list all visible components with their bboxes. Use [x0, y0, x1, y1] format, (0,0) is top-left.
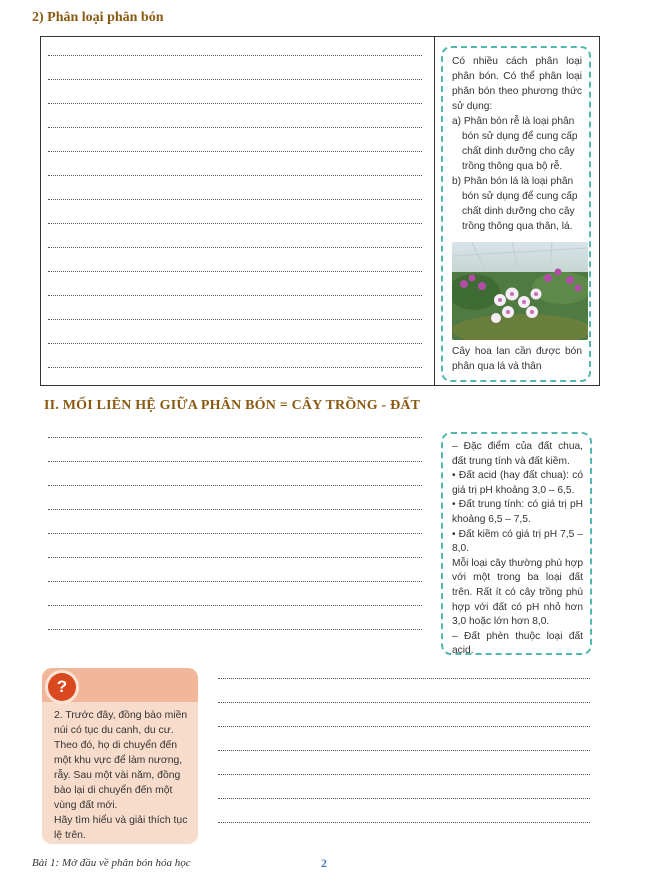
writing-line[interactable]	[48, 319, 422, 320]
answer-box-divider	[434, 36, 435, 386]
writing-line[interactable]	[218, 822, 590, 823]
page-number: 2	[321, 856, 327, 870]
writing-line[interactable]	[48, 461, 422, 462]
writing-line[interactable]	[48, 629, 422, 630]
photo-caption: Cây hoa lan cần được bón phân qua lá và thân	[452, 346, 582, 372]
note-alum-soil: – Đất phèn thuộc loại đất acid.	[452, 630, 583, 657]
section-heading-relationship: II. MỐI LIÊN HỆ GIỮA PHÂN BÓN = CÂY TRỒNG - ĐẤT	[44, 398, 421, 413]
question-ask: Hãy tìm hiểu và giải thích tục lệ trên.	[54, 815, 188, 841]
writing-line[interactable]	[48, 127, 422, 128]
orchid-photo	[452, 242, 588, 340]
writing-line[interactable]	[48, 343, 422, 344]
orchid-photo-illustration	[452, 242, 588, 340]
writing-line[interactable]	[48, 223, 422, 224]
writing-line[interactable]	[48, 485, 422, 486]
writing-line[interactable]	[218, 678, 590, 679]
note-item-a: a) Phân bón rễ là loại phân bón sử dụng để cung cấp chất dinh dưỡng cho cây trồng thông qua bộ rễ.	[452, 116, 578, 172]
writing-line[interactable]	[218, 798, 590, 799]
writing-line[interactable]	[218, 726, 590, 727]
writing-line[interactable]	[48, 437, 422, 438]
writing-line[interactable]	[48, 557, 422, 558]
note-intro: Có nhiều cách phân loại phân bón. Có thể phân loại phân bón theo phương thức sử dụng:	[452, 56, 582, 112]
question-mark-icon: ?	[48, 673, 76, 701]
writing-line[interactable]	[48, 103, 422, 104]
writing-line[interactable]	[48, 151, 422, 152]
note-item-b: b) Phân bón lá là loại phân bón sử dụng để cung cấp chất dinh dưỡng cho cây trồng thông qua thân, lá.	[452, 176, 578, 232]
writing-line[interactable]	[48, 79, 422, 80]
writing-line[interactable]	[218, 702, 590, 703]
writing-line[interactable]	[48, 295, 422, 296]
writing-line[interactable]	[218, 774, 590, 775]
writing-line[interactable]	[218, 750, 590, 751]
question-text-block	[54, 708, 194, 843]
note-bullet-neutral: • Đất trung tính: có giá trị pH khoảng 6,5 – 7,5.	[452, 499, 583, 525]
info-note-fertilizer-types	[441, 46, 591, 382]
writing-line[interactable]	[48, 581, 422, 582]
writing-line[interactable]	[48, 247, 422, 248]
note-soil-paragraph: Mỗi loại cây thường phù hợp với một trong ba loại đất trên. Rất ít có cây trồng phù hợp với đất có pH nhỏ hơn 3,0 hoặc lớn hơn 8,0.	[452, 557, 583, 628]
writing-line[interactable]	[48, 55, 422, 56]
note-bullet-acid: • Đất acid (hay đất chua): có giá trị pH khoảng 3,0 – 6,5.	[452, 470, 583, 496]
writing-line[interactable]	[48, 271, 422, 272]
writing-line[interactable]	[48, 199, 422, 200]
writing-line[interactable]	[48, 175, 422, 176]
section-heading-classification: 2) Phân loại phân bón	[32, 10, 164, 25]
note-bullet-alkaline: • Đất kiềm có giá trị pH 7,5 – 8,0.	[452, 528, 583, 555]
writing-line[interactable]	[48, 605, 422, 606]
footer-lesson-title: Bài 1: Mở đầu về phân bón hóa học	[32, 857, 191, 869]
writing-line[interactable]	[48, 533, 422, 534]
info-note-soil-ph	[441, 432, 592, 655]
question-text: 2. Trước đây, đồng bào miền núi có tục du canh, du cư. Theo đó, họ di chuyển đến một khu vực để làm nương, rẫy. Sau một vài năm, đồng bào lại di chuyển đến một vùng đất mới.	[54, 710, 188, 811]
writing-line[interactable]	[48, 509, 422, 510]
writing-line[interactable]	[48, 367, 422, 368]
note-soil-intro: – Đặc điểm của đất chua, đất trung tính và đất kiềm.	[452, 441, 583, 467]
